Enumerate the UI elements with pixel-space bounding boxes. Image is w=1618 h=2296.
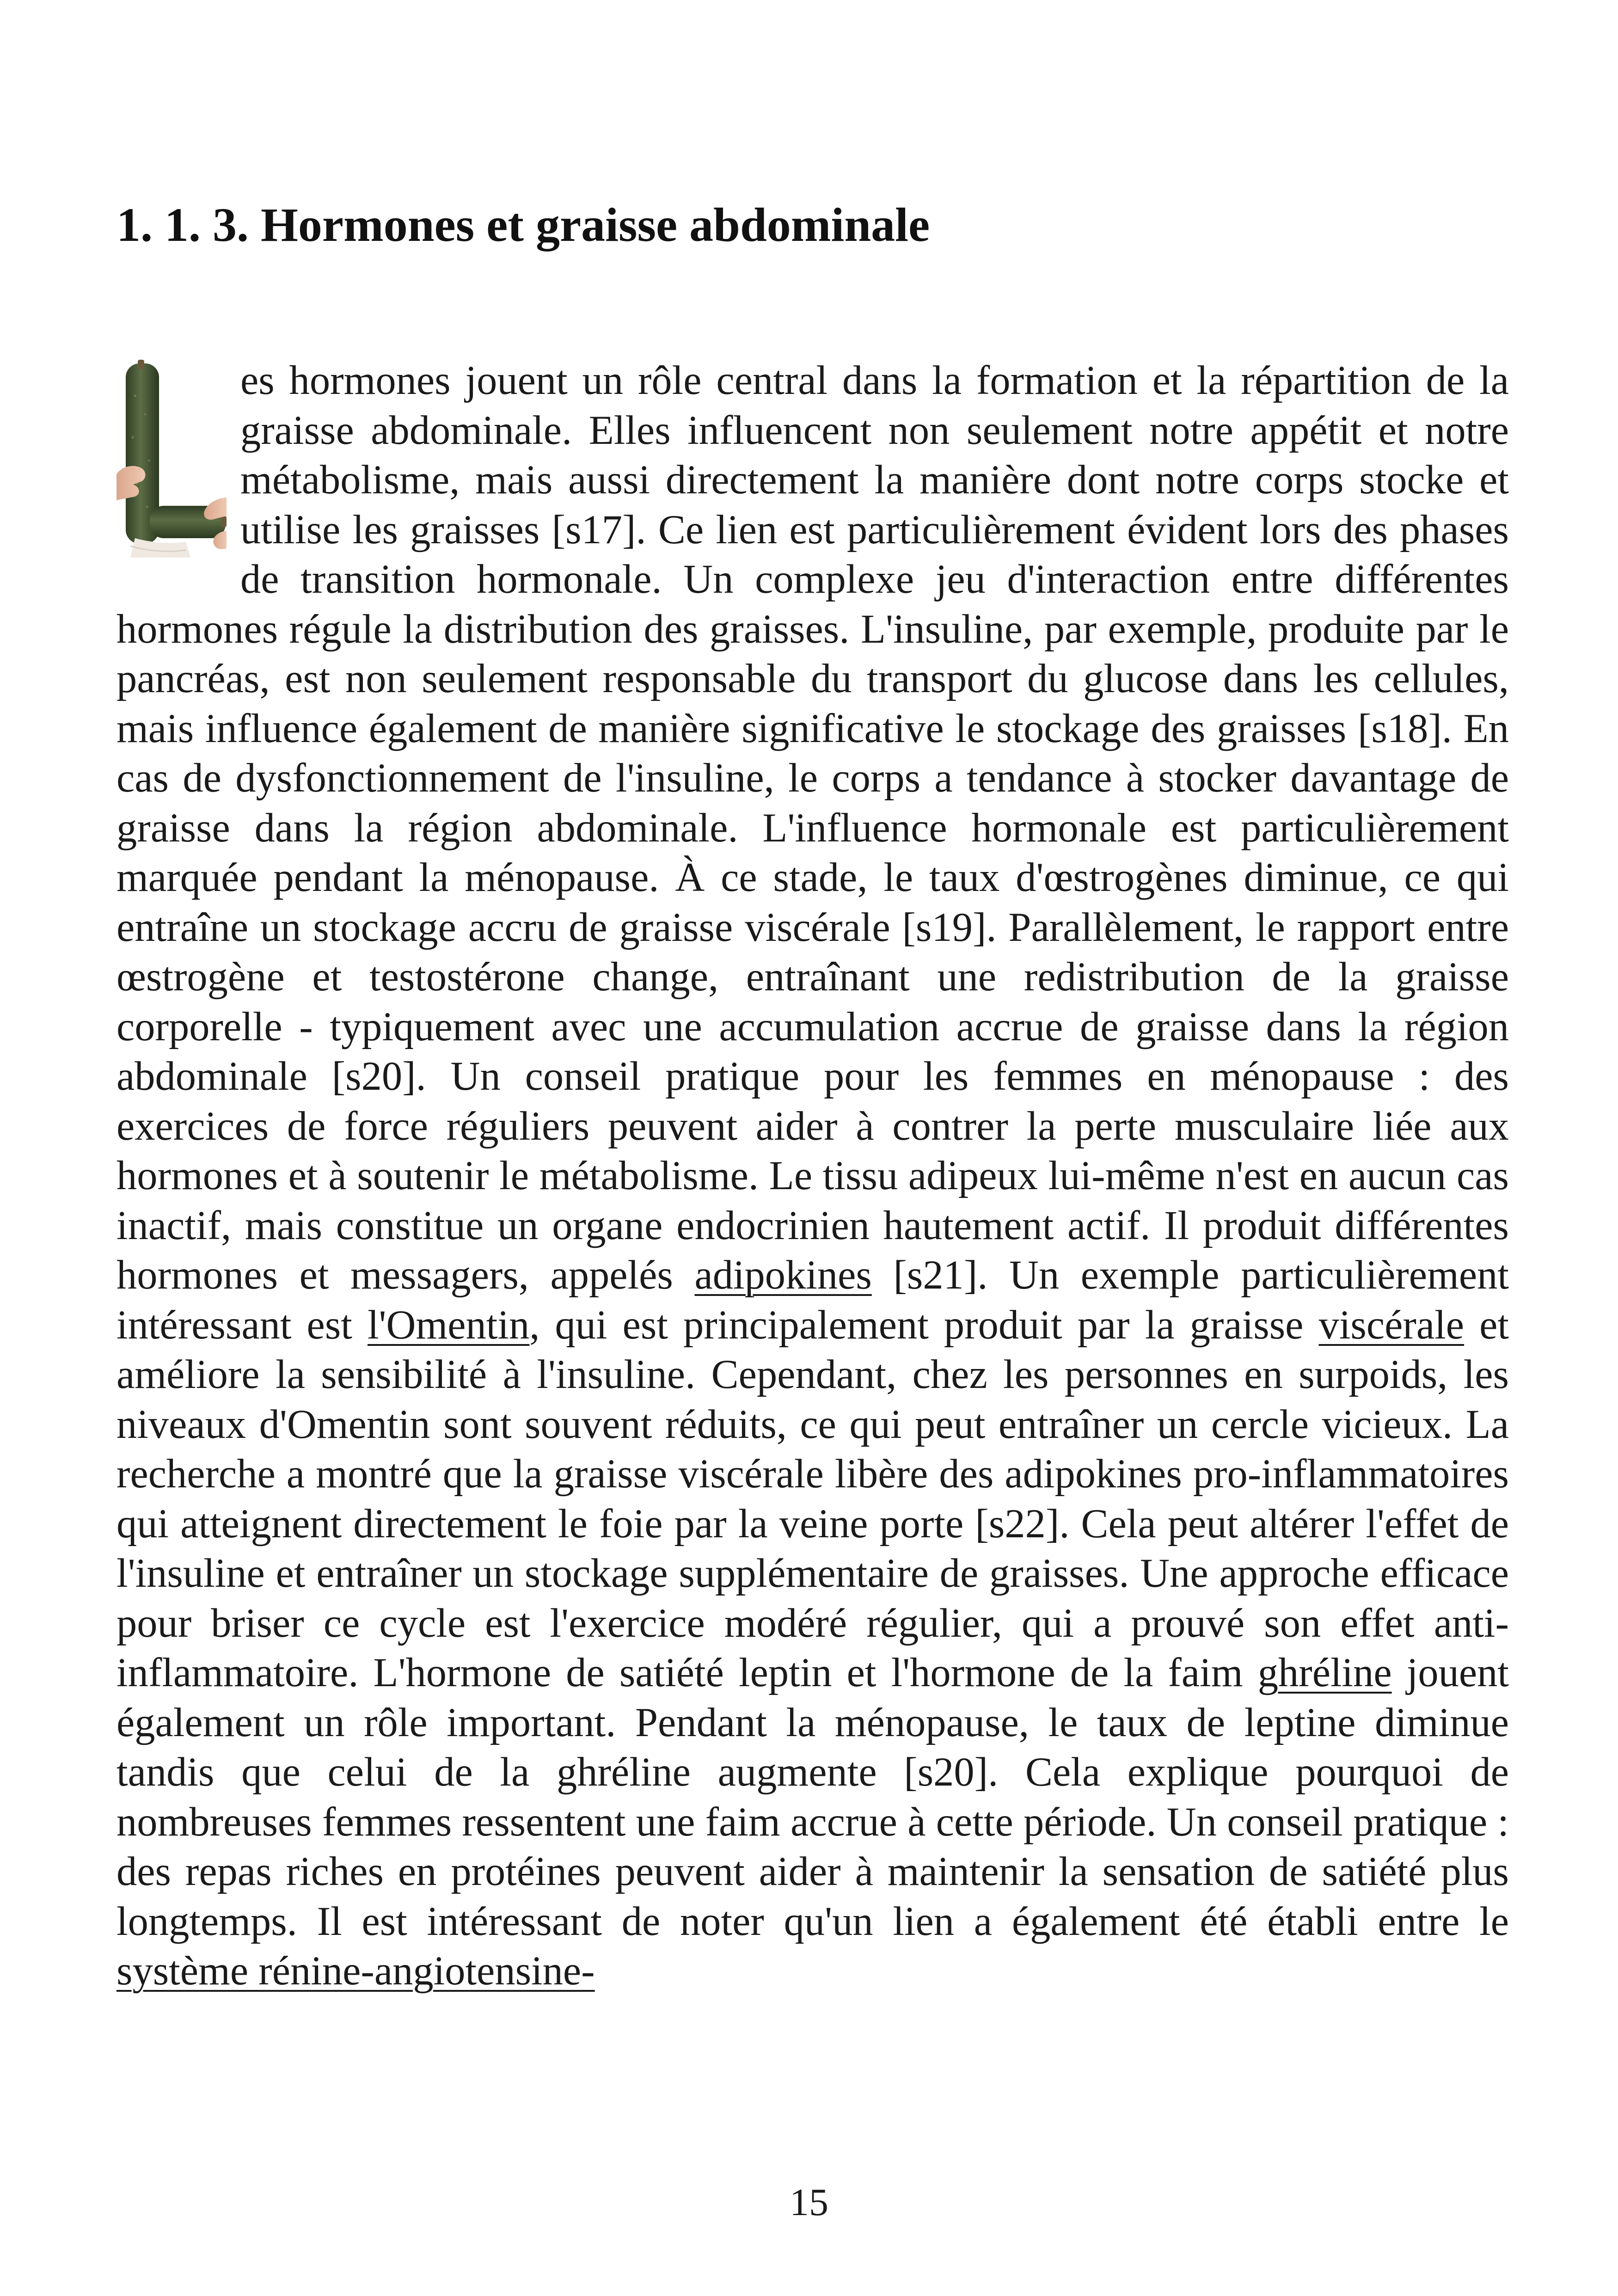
body-paragraph: [116, 356, 1509, 1996]
link-renine-angiotensine[interactable]: système rénine-angiotensine-: [116, 1948, 595, 1994]
link-viscerale[interactable]: viscérale: [1318, 1302, 1465, 1348]
section-heading: 1. 1. 3. Hormones et graisse abdominale: [116, 198, 930, 252]
link-ghreline[interactable]: ghréline: [1257, 1650, 1392, 1695]
body-text-part-1: es hormones jouent un rôle central dans la formation et la répartition de la graisse abdominale. Elles influencent non seulement notre appétit et notre métabolisme, mais aussi directement la manière dont notre corps stocke et utilise les graisses [s17]. Ce lien est particulièrement évident lors des phases de transition hormonale. Un complexe jeu d'interaction entre différentes hormones régule la distribution des graisses. L'insuline, par exemple, produite par le pancréas, est non seulement responsable du transport du glucose dans les cellules, mais influence également de manière significative le stockage des graisses [s18]. En cas de dysfonctionnement de l'insuline, le corps a tendance à stocker davantage de graisse dans la région abdominale. L'influence hormonale est particulièrement marquée pendant la ménopause. À ce stade, le taux d'œstrogènes diminue, ce qui entraîne un stockage accru de graisse viscérale [s19]. Parallèlement, le rapport entre œstrogène et testostérone change, entraînant une redistribution de la graisse corporelle - typiquement avec une accumulation accrue de graisse dans la région abdominale [s20]. Un conseil pratique pour les femmes en ménopause : des exercices de force réguliers peuvent aider à contrer la perte musculaire liée aux hormones et à soutenir le métabolisme. Le tissu adipeux lui-même n'est en aucun cas inactif, mais constitue un organe endocrinien hautement actif. Il produit différentes hormones et messagers, appelés: [116, 358, 1509, 1298]
body-text-part-5: jouent également un rôle important. Pendant la ménopause, le taux de leptine diminue tandis que celui de la ghréline augmente [s20]. Cela explique pourquoi de nombreuses femmes ressentent une faim accrue à cette période. Un conseil pratique : des repas riches en protéines peuvent aider à maintenir la sensation de satiété plus longtemps. Il est intéressant de noter qu'un lien a également été établi entre le: [116, 1650, 1509, 1944]
link-omentin[interactable]: l'Omentin: [367, 1302, 530, 1348]
zucchini-hands-dropcap-icon: [116, 359, 227, 558]
dropcap-image: [116, 359, 227, 558]
body-text-part-3: , qui est principalement produit par la graisse: [529, 1302, 1319, 1348]
page-number: 15: [790, 2181, 828, 2224]
link-adipokines[interactable]: adipokines: [694, 1252, 872, 1298]
body-text-part-4: et améliore la sensibilité à l'insuline. Cependant, chez les personnes en surpoids, les niveaux d'Omentin sont souvent réduits, ce qui peut entraîner un cercle vicieux. La recherche a montré que la graisse viscérale libère des adipokines pro-inflammatoires qui atteignent directement le foie par la veine porte [s22]. Cela peut altérer l'effet de l'insuline et entraîner un stockage supplémentaire de graisses. Une approche efficace pour briser ce cycle est l'exercice modéré régulier, qui a prouvé son effet anti-inflammatoire. L'hormone de satiété leptin et l'hormone de la faim: [116, 1302, 1509, 1695]
body-text-part-2: [s21]. Un exemple particulièrement intéressant est: [116, 1252, 1509, 1348]
